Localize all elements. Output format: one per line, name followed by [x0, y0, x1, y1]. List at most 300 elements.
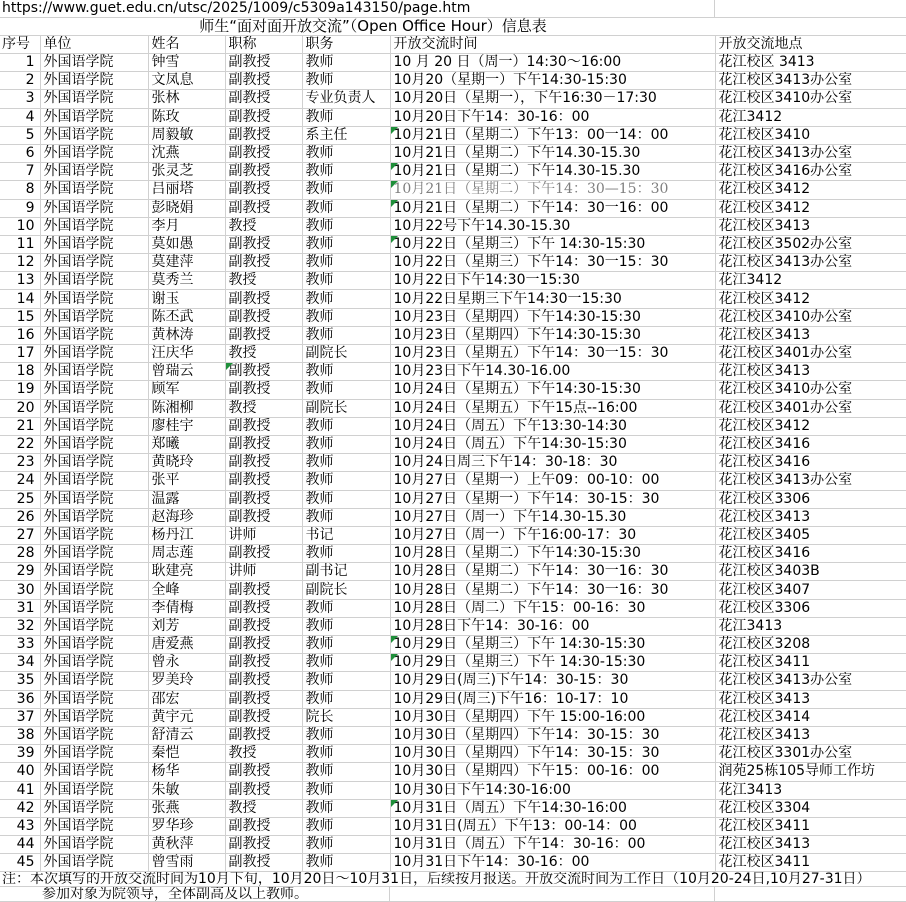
row-number-cell: 22	[0, 435, 40, 453]
table-row	[0, 745, 906, 763]
job-title-cell: 副教授	[225, 690, 302, 708]
comment-marker-icon	[391, 636, 398, 643]
unit-cell: 外国语学院	[40, 617, 148, 635]
job-title-cell: 副教授	[225, 235, 302, 253]
row-number-cell: 14	[0, 290, 40, 308]
open-time-cell: 10月31日下午14：30-16：00	[390, 854, 715, 872]
location-cell: 花江校区3413	[715, 690, 906, 708]
position-cell: 教师	[302, 144, 390, 162]
location-cell: 花江校区3401办公室	[715, 399, 906, 417]
name-cell: 赵海珍	[148, 508, 225, 526]
location-cell: 花江校区3413办公室	[715, 254, 906, 272]
row-number-cell: 6	[0, 144, 40, 162]
unit-cell: 外国语学院	[40, 763, 148, 781]
open-time-cell: 10月30日（星期四）下午15：00-16：00	[390, 763, 715, 781]
open-time-cell: 10月28日（星期二）下午14：30一16：30	[390, 581, 715, 599]
location-cell: 花江校区3410办公室	[715, 90, 906, 108]
open-time-cell: 10月28日下午14：30-16：00	[390, 617, 715, 635]
location-cell: 花江校区3411	[715, 854, 906, 872]
row-number-cell: 42	[0, 799, 40, 817]
job-title-cell: 讲师	[225, 526, 302, 544]
row-number-cell: 41	[0, 781, 40, 799]
table-row	[0, 72, 906, 90]
open-time-cell: 10月21日（星期二）下午14.30-15.30	[390, 163, 715, 181]
position-cell: 教师	[302, 654, 390, 672]
table-row	[0, 435, 906, 453]
location-cell: 花江校区3412	[715, 199, 906, 217]
open-time-cell: 10月30日（星期四）下午 15:00-16:00	[390, 708, 715, 726]
row-number-cell: 7	[0, 163, 40, 181]
job-title-cell: 副教授	[225, 417, 302, 435]
job-title-cell: 教授	[225, 217, 302, 235]
position-cell: 副院长	[302, 399, 390, 417]
location-cell: 花江校区3413	[715, 726, 906, 744]
table-row	[0, 690, 906, 708]
open-time-cell: 10月29日（星期三）下午 14:30-15:30	[390, 654, 715, 672]
comment-marker-icon	[391, 181, 398, 188]
row-number-cell: 2	[0, 72, 40, 90]
table-row	[0, 417, 906, 435]
row-number-cell: 36	[0, 690, 40, 708]
open-time-cell: 10月21日（星期二）下午14：30一16：00	[390, 199, 715, 217]
row-number-cell: 15	[0, 308, 40, 326]
name-cell: 张灵芝	[148, 163, 225, 181]
unit-cell: 外国语学院	[40, 799, 148, 817]
location-cell: 花江校区3413办公室	[715, 672, 906, 690]
name-cell: 莫秀兰	[148, 272, 225, 290]
job-title-cell: 教授	[225, 399, 302, 417]
row-number-cell: 45	[0, 854, 40, 872]
position-cell: 教师	[302, 490, 390, 508]
job-title-cell: 副教授	[225, 599, 302, 617]
unit-cell: 外国语学院	[40, 654, 148, 672]
job-title-cell: 教授	[225, 745, 302, 763]
position-cell: 教师	[302, 435, 390, 453]
location-cell: 花江校区3416	[715, 454, 906, 472]
table-header-row	[0, 36, 906, 54]
row-number-cell: 31	[0, 599, 40, 617]
position-cell: 教师	[302, 726, 390, 744]
unit-cell: 外国语学院	[40, 472, 148, 490]
row-number-cell: 19	[0, 381, 40, 399]
table-row	[0, 672, 906, 690]
name-cell: 曾瑞云	[148, 363, 225, 381]
job-title-cell: 副教授	[225, 144, 302, 162]
comment-marker-icon	[391, 800, 398, 807]
position-cell: 教师	[302, 599, 390, 617]
unit-cell: 外国语学院	[40, 526, 148, 544]
table-row	[0, 90, 906, 108]
unit-cell: 外国语学院	[40, 726, 148, 744]
unit-cell: 外国语学院	[40, 272, 148, 290]
table-row	[0, 581, 906, 599]
name-cell: 沈燕	[148, 144, 225, 162]
name-cell: 汪庆华	[148, 345, 225, 363]
table-row	[0, 781, 906, 799]
row-number-cell: 21	[0, 417, 40, 435]
unit-cell: 外国语学院	[40, 126, 148, 144]
table-row	[0, 126, 906, 144]
open-time-cell: 10月20日（星期一），下午16:30－17:30	[390, 90, 715, 108]
name-cell: 钟雪	[148, 54, 225, 72]
table-row	[0, 163, 906, 181]
unit-cell: 外国语学院	[40, 308, 148, 326]
open-time-cell: 10月29日(周三)下午16：10-17：10	[390, 690, 715, 708]
open-time-cell: 10月29日(周三)下午14：30-15：30	[390, 672, 715, 690]
name-cell: 周毅敏	[148, 126, 225, 144]
table-row	[0, 290, 906, 308]
name-cell: 黄林涛	[148, 326, 225, 344]
name-cell: 朱敏	[148, 781, 225, 799]
unit-cell: 外国语学院	[40, 217, 148, 235]
comment-marker-icon	[226, 363, 233, 370]
position-cell: 教师	[302, 672, 390, 690]
name-cell: 顾军	[148, 381, 225, 399]
table-row	[0, 181, 906, 199]
unit-cell: 外国语学院	[40, 490, 148, 508]
unit-cell: 外国语学院	[40, 144, 148, 162]
job-title-cell: 副教授	[225, 617, 302, 635]
table-row	[0, 472, 906, 490]
row-number-cell: 24	[0, 472, 40, 490]
name-cell: 曾雪雨	[148, 854, 225, 872]
unit-cell: 外国语学院	[40, 108, 148, 126]
position-cell: 教师	[302, 854, 390, 872]
name-cell: 黄秋萍	[148, 836, 225, 854]
table-row	[0, 799, 906, 817]
name-cell: 杨华	[148, 763, 225, 781]
job-title-cell: 副教授	[225, 72, 302, 90]
open-time-cell: 10月22日（星期三）下午14：30一15：30	[390, 254, 715, 272]
location-cell: 花江校区3410办公室	[715, 381, 906, 399]
table-row	[0, 726, 906, 744]
location-cell: 花江3412	[715, 272, 906, 290]
location-cell: 花江校区3407	[715, 581, 906, 599]
job-title-cell: 讲师	[225, 563, 302, 581]
open-time-cell: 10月30日（星期四）下午14：30-15：30	[390, 726, 715, 744]
footer-empty-cell-location	[715, 887, 906, 901]
name-cell: 李倩梅	[148, 599, 225, 617]
footer-note-row2	[0, 887, 906, 902]
unit-cell: 外国语学院	[40, 363, 148, 381]
name-cell: 全峰	[148, 581, 225, 599]
name-cell: 杨丹江	[148, 526, 225, 544]
table-row	[0, 454, 906, 472]
location-cell: 花江校区3401办公室	[715, 345, 906, 363]
name-cell: 陈湘柳	[148, 399, 225, 417]
table-row	[0, 526, 906, 544]
location-cell: 花江校区3414	[715, 708, 906, 726]
row-number-cell: 44	[0, 836, 40, 854]
comment-marker-icon	[391, 654, 398, 661]
position-cell: 教师	[302, 217, 390, 235]
row-number-cell: 39	[0, 745, 40, 763]
job-title-cell: 副教授	[225, 672, 302, 690]
comment-marker-icon	[391, 163, 398, 170]
unit-cell: 外国语学院	[40, 854, 148, 872]
name-cell: 吕丽塔	[148, 181, 225, 199]
unit-cell: 外国语学院	[40, 454, 148, 472]
footer-note-line1: 注：本次填写的开放交流时间为10月下旬，10月20日～10月31日，后续按月报送。开放交流时间为工作日（10月20-24日,10月27-31日）	[0, 872, 906, 887]
location-cell: 花江校区3410	[715, 126, 906, 144]
job-title-cell: 副教授	[225, 308, 302, 326]
location-cell: 花江校区3412	[715, 181, 906, 199]
table-row	[0, 235, 906, 253]
open-time-cell: 10月21日（星期二）下午14.30-15.30	[390, 144, 715, 162]
open-time-cell: 10月24日（星期五）下午14:30-15:30	[390, 381, 715, 399]
table-row	[0, 654, 906, 672]
table-row	[0, 854, 906, 872]
unit-cell: 外国语学院	[40, 563, 148, 581]
location-cell: 花江校区3413	[715, 836, 906, 854]
open-time-cell: 10月31日（周五）下午14:30-16:00	[390, 799, 715, 817]
name-cell: 曾永	[148, 654, 225, 672]
open-time-cell: 10月21日（星期二）下午14：30—15：30	[390, 181, 715, 199]
position-cell: 教师	[302, 781, 390, 799]
open-time-cell: 10月24日（周五）下午13:30-14:30	[390, 417, 715, 435]
location-cell: 花江3413	[715, 781, 906, 799]
job-title-cell: 副教授	[225, 854, 302, 872]
location-cell: 花江校区3405	[715, 526, 906, 544]
table-row	[0, 836, 906, 854]
unit-cell: 外国语学院	[40, 381, 148, 399]
table-row	[0, 144, 906, 162]
row-number-cell: 27	[0, 526, 40, 544]
location-cell: 花江校区3416	[715, 435, 906, 453]
location-cell: 花江校区3413	[715, 508, 906, 526]
table-row	[0, 617, 906, 635]
row-number-cell: 28	[0, 545, 40, 563]
open-time-cell: 10月22日下午14:30一15:30	[390, 272, 715, 290]
position-cell: 教师	[302, 272, 390, 290]
row-number-cell: 9	[0, 199, 40, 217]
position-cell: 教师	[302, 381, 390, 399]
job-title-cell: 副教授	[225, 781, 302, 799]
position-cell: 教师	[302, 308, 390, 326]
open-time-cell: 10月27日（周一）下午16:00-17：30	[390, 526, 715, 544]
position-cell: 教师	[302, 254, 390, 272]
name-cell: 刘芳	[148, 617, 225, 635]
location-cell: 花江校区3413办公室	[715, 472, 906, 490]
row-number-cell: 33	[0, 636, 40, 654]
header-name: 姓名	[148, 36, 225, 54]
open-time-cell: 10月28日（周二）下午15：00-16：30	[390, 599, 715, 617]
name-cell: 耿建亮	[148, 563, 225, 581]
position-cell: 教师	[302, 472, 390, 490]
open-office-hour-table	[0, 36, 906, 872]
position-cell: 教师	[302, 617, 390, 635]
open-time-cell: 10月30日下午14:30-16:00	[390, 781, 715, 799]
job-title-cell: 副教授	[225, 817, 302, 835]
job-title-cell: 教授	[225, 345, 302, 363]
job-title-cell: 副教授	[225, 199, 302, 217]
table-row	[0, 763, 906, 781]
header-title: 职称	[225, 36, 302, 54]
row-number-cell: 38	[0, 726, 40, 744]
job-title-cell: 副教授	[225, 290, 302, 308]
position-cell: 专业负责人	[302, 90, 390, 108]
job-title-cell: 副教授	[225, 181, 302, 199]
header-unit: 单位	[40, 36, 148, 54]
location-cell: 花江校区3403B	[715, 563, 906, 581]
row-number-cell: 32	[0, 617, 40, 635]
location-cell: 花江3413	[715, 617, 906, 635]
name-cell: 李月	[148, 217, 225, 235]
position-cell: 教师	[302, 108, 390, 126]
open-time-cell: 10月28日（星期二）下午14:30-15:30	[390, 545, 715, 563]
location-cell: 花江校区3416办公室	[715, 163, 906, 181]
name-cell: 邵宏	[148, 690, 225, 708]
unit-cell: 外国语学院	[40, 90, 148, 108]
location-cell: 花江校区3301办公室	[715, 745, 906, 763]
position-cell: 教师	[302, 199, 390, 217]
position-cell: 教师	[302, 290, 390, 308]
position-cell: 教师	[302, 181, 390, 199]
position-cell: 教师	[302, 508, 390, 526]
name-cell: 唐爱燕	[148, 636, 225, 654]
open-time-cell: 10月27日（周一）下午14.30-15.30	[390, 508, 715, 526]
comment-marker-icon	[391, 127, 398, 134]
unit-cell: 外国语学院	[40, 181, 148, 199]
table-row	[0, 636, 906, 654]
unit-cell: 外国语学院	[40, 435, 148, 453]
position-cell: 教师	[302, 690, 390, 708]
position-cell: 教师	[302, 363, 390, 381]
open-time-cell: 10月22日星期三下午14:30一15:30	[390, 290, 715, 308]
job-title-cell: 副教授	[225, 581, 302, 599]
header-position: 职务	[302, 36, 390, 54]
row-number-cell: 26	[0, 508, 40, 526]
unit-cell: 外国语学院	[40, 636, 148, 654]
row-number-cell: 17	[0, 345, 40, 363]
position-cell: 教师	[302, 763, 390, 781]
name-cell: 陈玫	[148, 108, 225, 126]
job-title-cell: 副教授	[225, 54, 302, 72]
table-body	[0, 54, 906, 872]
open-time-cell: 10月20日下午14：30-16：00	[390, 108, 715, 126]
job-title-cell: 副教授	[225, 636, 302, 654]
location-cell: 花江校区3416	[715, 545, 906, 563]
location-cell: 花江校区3412	[715, 290, 906, 308]
open-time-cell: 10月22号下午14.30-15.30	[390, 217, 715, 235]
row-number-cell: 18	[0, 363, 40, 381]
open-time-cell: 10月24日（星期五）下午15点--16:00	[390, 399, 715, 417]
table-row	[0, 381, 906, 399]
page-url[interactable]: https://www.guet.edu.cn/utsc/2025/1009/c5309a143150/page.htm	[0, 0, 715, 17]
position-cell: 教师	[302, 799, 390, 817]
unit-cell: 外国语学院	[40, 199, 148, 217]
row-number-cell: 11	[0, 235, 40, 253]
unit-cell: 外国语学院	[40, 817, 148, 835]
table-row	[0, 199, 906, 217]
row-number-cell: 4	[0, 108, 40, 126]
location-cell: 润苑25栋105导师工作坊	[715, 763, 906, 781]
unit-cell: 外国语学院	[40, 545, 148, 563]
name-cell: 廖桂宇	[148, 417, 225, 435]
name-cell: 秦恺	[148, 745, 225, 763]
comment-marker-icon	[391, 200, 398, 207]
unit-cell: 外国语学院	[40, 163, 148, 181]
row-number-cell: 30	[0, 581, 40, 599]
name-cell: 张燕	[148, 799, 225, 817]
job-title-cell: 副教授	[225, 90, 302, 108]
name-cell: 黄宇元	[148, 708, 225, 726]
name-cell: 舒清云	[148, 726, 225, 744]
open-time-cell: 10 月 20 日（周一）14:30～16:00	[390, 54, 715, 72]
open-time-cell: 10月27日（星期一）下午14：30-15：30	[390, 490, 715, 508]
unit-cell: 外国语学院	[40, 672, 148, 690]
table-row	[0, 508, 906, 526]
footer-empty-cell-time	[390, 887, 715, 901]
name-cell: 陈丕武	[148, 308, 225, 326]
location-cell: 花江校区 3413	[715, 54, 906, 72]
page-title: 师生“面对面开放交流”（Open Office Hour）信息表	[0, 18, 906, 36]
job-title-cell: 副教授	[225, 254, 302, 272]
job-title-cell: 副教授	[225, 472, 302, 490]
row-number-cell: 10	[0, 217, 40, 235]
unit-cell: 外国语学院	[40, 254, 148, 272]
job-title-cell: 副教授	[225, 508, 302, 526]
unit-cell: 外国语学院	[40, 599, 148, 617]
location-cell: 花江校区3411	[715, 817, 906, 835]
name-cell: 莫建萍	[148, 254, 225, 272]
name-cell: 谢玉	[148, 290, 225, 308]
table-row	[0, 217, 906, 235]
name-cell: 莫如愚	[148, 235, 225, 253]
unit-cell: 外国语学院	[40, 708, 148, 726]
name-cell: 文凤息	[148, 72, 225, 90]
unit-cell: 外国语学院	[40, 345, 148, 363]
row-number-cell: 43	[0, 817, 40, 835]
position-cell: 教师	[302, 745, 390, 763]
header-no: 序号	[0, 36, 40, 54]
unit-cell: 外国语学院	[40, 235, 148, 253]
location-cell: 花江校区3410办公室	[715, 308, 906, 326]
open-time-cell: 10月31日（周五）下午14：30-16：00	[390, 836, 715, 854]
open-time-cell: 10月24日周三下午14：30-18：30	[390, 454, 715, 472]
open-time-cell: 10月31日(周五）下午13：00-14：00	[390, 817, 715, 835]
job-title-cell: 副教授	[225, 381, 302, 399]
location-cell: 花江校区3306	[715, 599, 906, 617]
position-cell: 教师	[302, 235, 390, 253]
job-title-cell: 副教授	[225, 163, 302, 181]
name-cell: 罗华珍	[148, 817, 225, 835]
position-cell: 教师	[302, 836, 390, 854]
name-cell: 罗美玲	[148, 672, 225, 690]
row-number-cell: 37	[0, 708, 40, 726]
url-row-empty-cell	[715, 0, 906, 17]
position-cell: 教师	[302, 636, 390, 654]
position-cell: 院长	[302, 708, 390, 726]
job-title-cell: 副教授	[225, 836, 302, 854]
job-title-cell: 副教授	[225, 108, 302, 126]
table-row	[0, 708, 906, 726]
position-cell: 教师	[302, 817, 390, 835]
name-cell: 周志莲	[148, 545, 225, 563]
job-title-cell: 副教授	[225, 435, 302, 453]
position-cell: 教师	[302, 545, 390, 563]
row-number-cell: 5	[0, 126, 40, 144]
name-cell: 张林	[148, 90, 225, 108]
job-title-cell: 副教授	[225, 326, 302, 344]
row-number-cell: 34	[0, 654, 40, 672]
position-cell: 教师	[302, 72, 390, 90]
open-time-cell: 10月23日（星期四）下午14:30-15:30	[390, 326, 715, 344]
row-number-cell: 25	[0, 490, 40, 508]
job-title-cell: 副教授	[225, 763, 302, 781]
row-number-cell: 20	[0, 399, 40, 417]
name-cell: 张平	[148, 472, 225, 490]
